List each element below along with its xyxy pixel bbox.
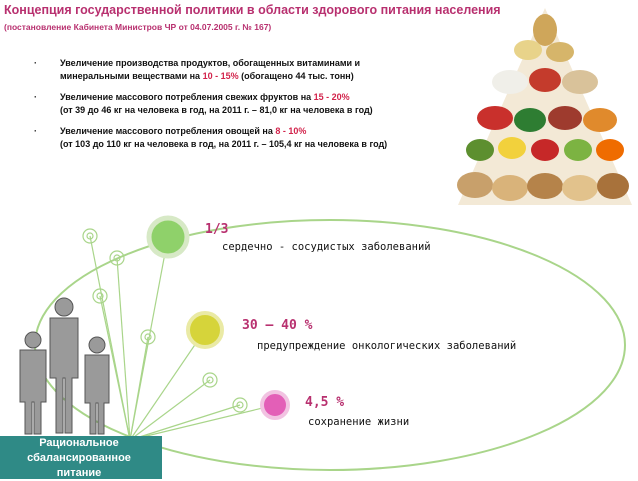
bullet-line: Увеличение производства продуктов, обогащенных витаминами и (60, 58, 361, 68)
stat-value-oncology: 30 – 40 % (242, 318, 313, 333)
stat-text-oncology: предупреждение онкологических заболеваний (257, 340, 517, 352)
stat-value-cardio: 1/3 (205, 222, 229, 237)
stat-value-life: 4,5 % (305, 395, 345, 410)
people-label: Рациональное сбалансированное питание (27, 437, 131, 479)
highlight-value: 8 - 10% (275, 126, 307, 136)
bullet-line: Увеличение массового потребления овощей на 8 - 10% (60, 126, 307, 136)
bullet-list (34, 57, 454, 159)
highlight-value: 15 - 20% (313, 92, 350, 102)
bullet-marker: · (34, 92, 37, 102)
highlight-value: 10 - 15% (202, 71, 239, 81)
bullet-item-vegetables (34, 125, 454, 151)
stat-text-cardio: сердечно - сосудистых заболеваний (222, 241, 431, 253)
bullet-marker: · (34, 58, 37, 68)
bullet-marker: · (34, 126, 37, 136)
stat-circle-yellow (188, 313, 222, 347)
connector-lines (90, 236, 275, 440)
bullet-line: минеральными веществами на 10 - 15% (обогащено 44 тыс. тонн) (60, 71, 354, 81)
bullet-line: (от 103 до 110 кг на человека в год, на 2011 г. – 105,4 кг на человека в год) (60, 139, 388, 149)
stat-circle-green (149, 218, 187, 256)
food-pyramid-icon (457, 8, 632, 205)
page-title: Концепция государственной политики в области здорового питания населения (4, 3, 501, 17)
bullet-line: Увеличение массового потребления свежих фруктов на 15 - 20% (60, 92, 350, 102)
stat-circle-pink (262, 392, 288, 418)
bullet-item-production (34, 57, 454, 83)
people-icon (20, 298, 109, 434)
bullet-line: (от 39 до 46 кг на человека в год, на 2011 г. – 81,0 кг на человека в год) (60, 105, 373, 115)
page-subtitle: (постановление Кабинета Министров ЧР от 04.07.2005 г. № 167) (4, 22, 272, 32)
stat-text-life: сохранение жизни (308, 416, 410, 428)
bullet-item-fruits (34, 91, 454, 117)
